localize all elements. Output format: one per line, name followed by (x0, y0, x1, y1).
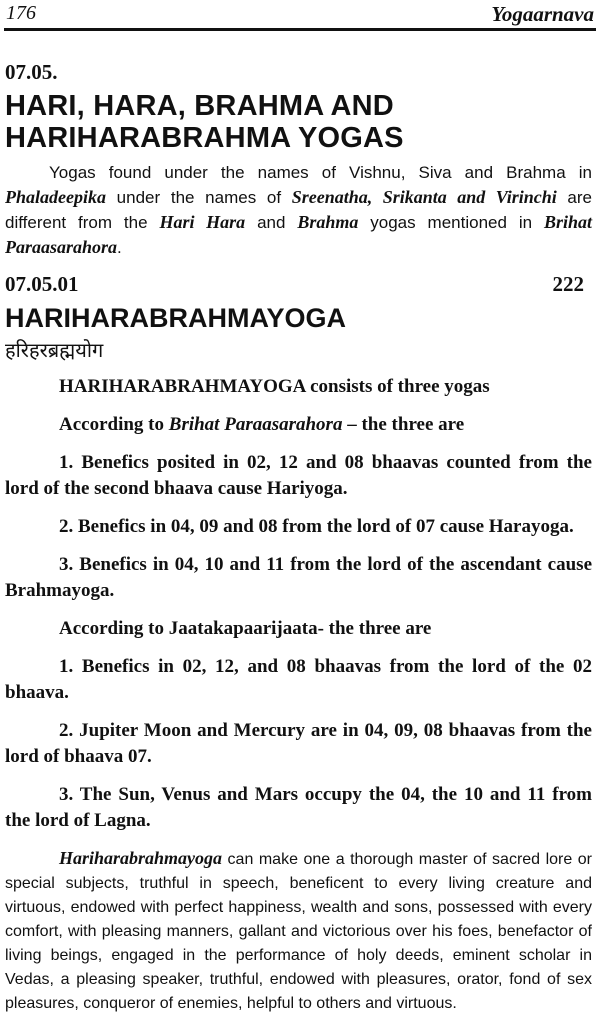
running-title: Yogaarnava (491, 2, 594, 26)
intro-italic: Brahma (297, 212, 359, 232)
intro-italic: Hari Hara (159, 212, 246, 232)
paragraph: 1. Benefics posited in 02, 12 and 08 bhaavas counted from the lord of the second bhaava cause Hariyoga. (5, 452, 592, 499)
intro-text: under the names of (106, 188, 292, 207)
intro-italic: Phaladeepika (5, 187, 106, 207)
intro-text: yogas mentioned in (358, 213, 544, 232)
paragraph-italic: Brihat Paraasarahora (168, 414, 343, 435)
closing-italic: Hariharabrahmayoga (59, 848, 223, 868)
paragraph: According to Jaatakapaarijaata- the three are (59, 618, 432, 639)
header-divider (4, 28, 596, 31)
intro-text: and (245, 213, 298, 232)
intro-text: are different from the (5, 188, 592, 232)
section-title (5, 90, 592, 154)
intro-text: Yogas found under the names of Vishnu, Siva and Brahma in (49, 163, 592, 182)
paragraph: 3. The Sun, Venus and Mars occupy the 04, the 10 and 11 from the lord of Lagna. (5, 784, 592, 831)
subsection-heading-row (5, 270, 592, 298)
section-title-line2: HARIHARABRAHMA YOGAS (5, 122, 404, 154)
paragraph: 2. Benefics in 04, 09 and 08 from the lord of 07 cause Harayoga. (59, 516, 574, 537)
closing-text: can make one a thorough master of sacred lore or special subjects, truthful in speech, beneficent to every living creature and virtuous, endowed with perfect happiness, wealth and sons, possessed with every comfort, with pleasing manners, gallant and victorious over his foes, benefactor of living beings, engaged in the performance of holy deeds, eminent scholar in Vedas, a pleasing speaker, truthful, endowed with pleasures, orator, fond of sex pleasures, conqueror of enemies, helpful to others and virtuous. (5, 851, 592, 1012)
paragraph: 1. Benefics in 02, 12, and 08 bhaavas from the lord of the 02 bhaava. (5, 656, 592, 703)
paragraph (5, 412, 592, 438)
paragraph-text: According to (59, 414, 169, 435)
subsection-title: HARIHARABRAHMAYOGA (5, 303, 347, 333)
intro-italic: Brihat Paraasarahora (5, 212, 593, 257)
page-header (0, 0, 600, 28)
section-number: 07.05. (5, 60, 58, 84)
paragraph: 3. Benefics in 04, 10 and 11 from the lord of the ascendant cause Brahmayoga. (5, 554, 592, 601)
paragraph: 2. Jupiter Moon and Mercury are in 04, 09, 08 bhaavas from the lord of bhaava 07. (5, 720, 592, 767)
paragraph-text: – the three are (342, 414, 465, 435)
paragraph: HARIHARABRAHMAYOGA consists of three yogas (59, 376, 490, 397)
intro-text: . (117, 238, 122, 257)
page-content (5, 58, 592, 1016)
devanagari-title: हरिहरब्रह्मयोग (5, 338, 104, 362)
intro-italic: Sreenatha, Srikanta and Virinchi (291, 187, 557, 207)
page-number: 176 (6, 2, 36, 24)
section-title-line1: HARI, HARA, BRAHMA AND (5, 90, 394, 122)
section-intro (5, 160, 592, 260)
subsection-number: 07.05.01 (5, 272, 79, 296)
subsection-ref-number: 222 (552, 272, 584, 296)
